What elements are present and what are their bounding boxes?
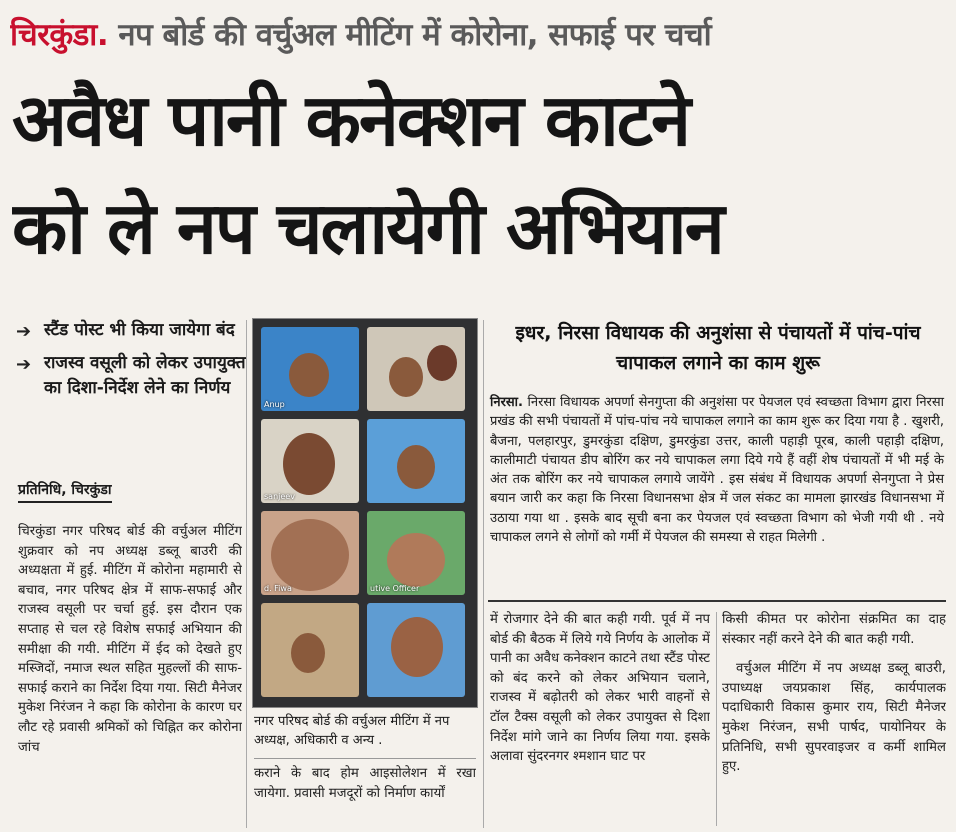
column-divider [483, 320, 484, 828]
sidebar-headline: इधर, निरसा विधायक की अनुशंसा से पंचायतों में पांच-पांच चापाकल लगाने का काम शुरू [515, 322, 921, 374]
column-divider [246, 320, 247, 828]
video-tile [261, 603, 359, 697]
video-tile [367, 511, 465, 595]
video-tile [367, 419, 465, 503]
tile-label: d. Fiwa [264, 584, 292, 593]
column-divider [716, 612, 717, 826]
body-column-2: में रोजगार देने की बात कही गयी. पूर्व में नप बोर्ड की बैठक में लिये गये निर्णय के आलोक में पानी का अवैध कनेक्शन काटने तथा स्टैंड पोस्ट को बंद करने को लेकर अभियान चलाने, राजस्व में बढ़ोतरी को लेकर भारी वाहनों से टॉल टैक्स वसूली को लेकर उपायुक्त से दिशा निर्देश मांगे जाने का निर्णय लिया गया. इसके अलावा सुंदरनगर श्मशान घाट पर [490, 612, 710, 765]
video-tile [261, 511, 359, 595]
video-tile [367, 603, 465, 697]
kicker-place: चिरकुंडा. [10, 17, 109, 53]
tile-label: Anup [264, 400, 285, 409]
tile-label: utive Officer [370, 584, 420, 593]
sidebar-body [490, 393, 944, 547]
photo-caption: नगर परिषद बोर्ड की वर्चुअल मीटिंग में नप अध्यक्ष, अधिकारी व अन्य . [254, 714, 450, 748]
body-column-1: चिरकुंडा नगर परिषद बोर्ड की वर्चुअल मीटिंग शुक्रवार को नप अध्यक्ष डब्लू बाउरी की अध्यक्षता में हुई. मीटिंग में कोरोना महामारी से बचाव, नगर परिषद क्षेत्र में साफ-सफाई और राजस्व वसूली पर चर्चा हुई. इस दौरान एक सप्ताह से चल रहे विशेष सफाई अभियान की समीक्षा की गयी. मीटिंग में ईद को देखते हुए मस्जिदों, नमाज स्थल सहित मुहल्लों की साफ-सफाई कराने का निर्देश दिया गया. सिटी मैनेजर मुकेश निरंजन ने कहा कि कोरोना के कारण घर लौट रहे प्रवासी श्रमिकों को चिह्नित कर कोरोना जांच [18, 524, 242, 755]
video-tile [261, 327, 359, 411]
highlights [14, 318, 246, 409]
video-tile [261, 419, 359, 503]
highlight-item [14, 351, 246, 401]
headline-line-2: को ले नप चलायेगी अभियान [12, 186, 723, 270]
body-column-3 [722, 610, 946, 828]
body-below-photo: कराने के बाद होम आइसोलेशन में रखा जायेगा. प्रवासी मजदूरों को निर्माण कार्यों [254, 766, 476, 801]
meeting-photo [252, 318, 478, 708]
body-paragraph: वर्चुअल मीटिंग में नप अध्यक्ष डब्लू बाउरी, उपाध्यक्ष जयप्रकाश सिंह, कार्यपालक पदाधिकारी विकास कुमार राय, सिटी मैनेजर मुकेश निरंजन, सभी पार्षद, पायोनियर के प्रतिनिधि, सभी सुपरवाइजर व कर्मी शामिल हुए. [722, 661, 946, 775]
sidebar-dateline: निरसा. [490, 395, 523, 410]
video-tile [367, 327, 465, 411]
main-headline [12, 66, 944, 282]
highlight-text: स्टैंड पोस्ट भी किया जायेगा बंद [44, 320, 235, 340]
arrow-bullet-icon: ➔ [16, 321, 32, 342]
arrow-bullet-icon: ➔ [16, 354, 32, 375]
kicker-text: नप बोर्ड की वर्चुअल मीटिंग में कोरोना, सफाई पर चर्चा [118, 17, 712, 53]
tile-label: sanjeev [264, 492, 295, 501]
caption-divider [254, 758, 476, 759]
headline-line-1: अवैध पानी कनेक्शन काटने [12, 78, 690, 162]
body-paragraph: किसी कीमत पर कोरोना संक्रमित का दाह संस्कार नहीं करने देने की बात कही गयी. [722, 612, 946, 647]
highlight-item [14, 318, 246, 343]
sidebar-divider [488, 600, 946, 602]
highlight-text: राजस्व वसूली को लेकर उपायुक्त का दिशा-निर्देश लेने का निर्णय [44, 353, 246, 398]
sidebar-text: निरसा विधायक अपर्णा सेनगुप्ता की अनुशंसा पर पेयजल एवं स्वच्छता विभाग द्वारा निरसा प्रखंड की सभी पंचायतों में पांच-पांच नये चापाकल लगाने का काम शुरू कर दिया गया है . खुशरी, बैजना, पलहारपुर, डुमरकुंडा दक्षिण, डुमरकुंडा उत्तर, काली पहाड़ी पूरब, काली पहाड़ी दक्षिण, कालीमाटी पंचायत डीप बोरिंग कर नये चापाकल लगा दिये गये हैं वहीं शेष पंचायतों में भी मई के अंत तक बोरिंग कर नये चापाकल लगाये जायेंगे . इस संबंध में विधायक अपर्णा सेनगुप्ता ने प्रेस बयान जारी कर कहा कि निरसा विधानसभा क्षेत्र में जल संकट का मामला झारखंड विधानसभा में उठाया गया था . इसके बाद सूची बना कर पेयजल एवं स्वच्छता विभाग को भेजी गयी थी . नये चापाकल लगने से लोगों को गर्मी में पेयजल की समस्या से राहत मिलेगी . [490, 395, 945, 546]
kicker-line [10, 4, 946, 66]
byline: प्रतिनिधि, चिरकुंडा [18, 480, 112, 503]
